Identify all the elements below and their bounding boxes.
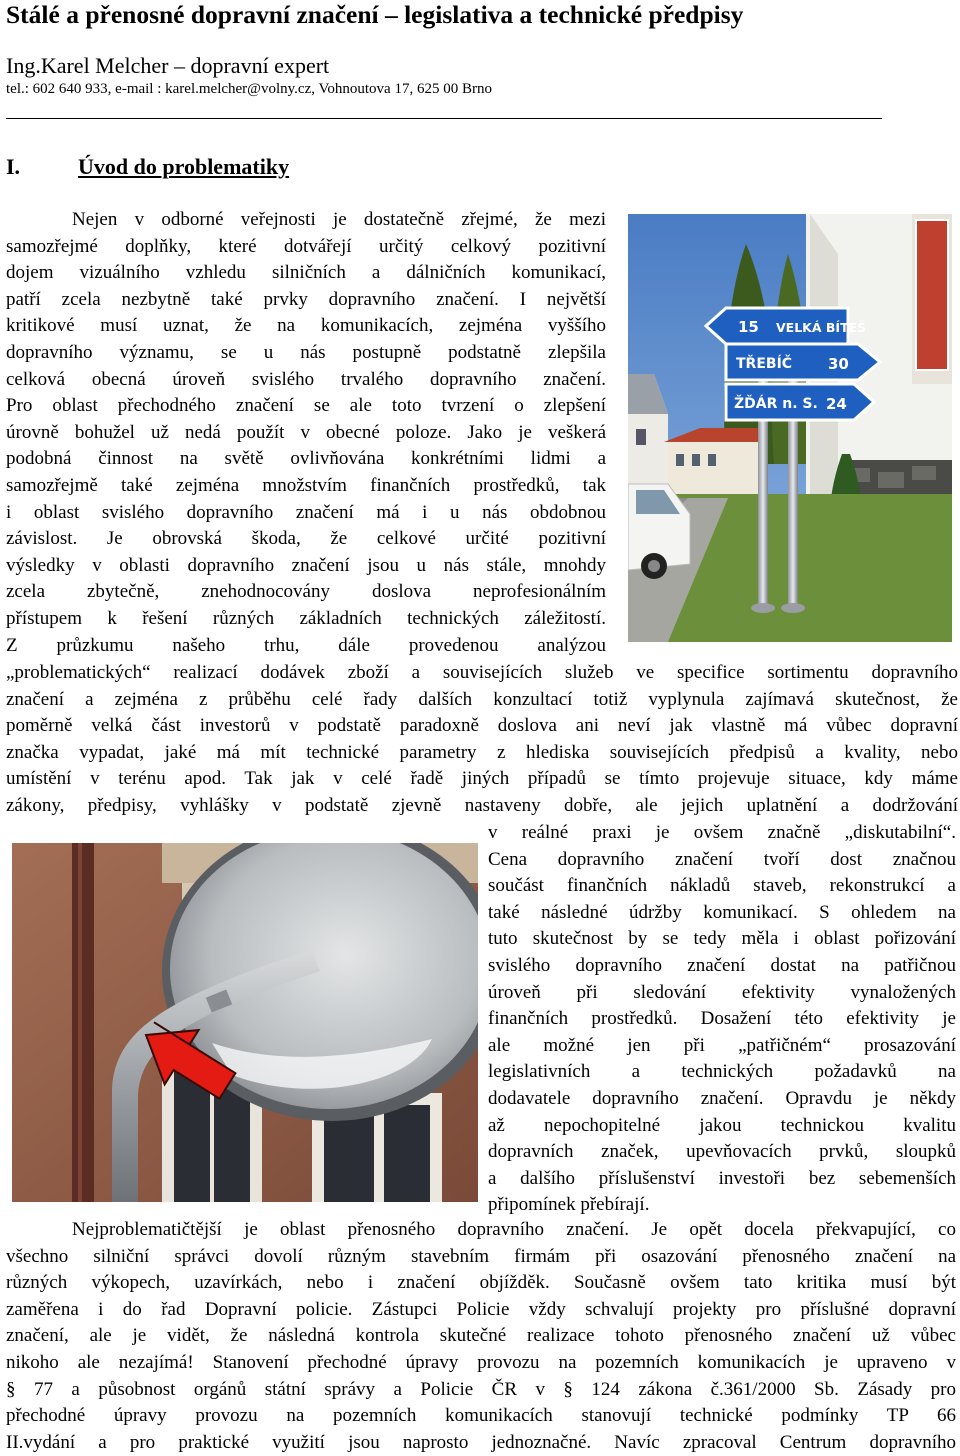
text-line: součást finančních nákladů staveb, rekonstrukcí a [488,875,956,897]
sign-zdar-place: ŽĎÁR n. S. [734,396,818,412]
text-line: samozřejmé doplňky, které dotvářejí určitý celkový pozitivní [6,235,606,257]
text-line: zákony, předpisy, vyhlášky v podstatě zjevně nastaveny dobře, ale jejich uplatnění a dodržování [6,794,958,816]
text-line: i oblast svislého dopravního značení má i u nás obdobnou [6,501,606,523]
paragraph-intro-continued [6,660,958,820]
text-line: nikoho ale nezajímá! Stanovení přechodné úpravy provozu na pozemních komunikacích je upraveno v [6,1351,956,1373]
text-line: svislého dopravního značení dostat na patřičnou [488,954,956,976]
text-line: Nejen v odborné veřejnosti je dostatečně zřejmé, že mezi [72,209,606,230]
text-line: celková obecná úroveň svislého trvalého dopravního značení. [6,368,606,390]
text-line: II.vydání a pro praktické využití jsou naprosto jednoznačné. Navíc zpracoval Centrum dopravního [6,1431,956,1453]
text-line: patří zcela nezbytně také prvky dopravního značení. I největší [6,288,606,310]
text-line: zaměřena i do řad Dopravní policie. Zástupci Policie vždy schvalují projekty pro příslušné dopravní [6,1298,956,1320]
sign-velka-bites-place: VELKÁ BÍTEŠ [776,320,867,335]
section-number: I. [6,154,21,179]
text-line: dodavatele dopravního značení. Opravdu je někdy [488,1087,956,1109]
text-line: dopravních značek, upevňovacích prvků, sloupků [488,1141,956,1163]
text-line: v reálné praxi je ovšem značně „diskutabilní“. [488,822,956,843]
text-line: až nepochopitelné jakou technickou kvalitu [488,1114,956,1136]
text-line: všechno silniční správci dovolí různým stavebním firmám při osazování přenosného značení na [6,1245,956,1267]
text-line: připomínek přebírají. [488,1194,650,1216]
photo-traffic-mirror [12,843,478,1202]
text-line: ale možné jen při „patřičném“ prosazování [488,1034,956,1056]
text-line: Cena dopravního značení tvoří dost značnou [488,848,956,870]
sign-trebic-number: 30 [828,355,849,373]
sign-trebic-place: TŘEBÍČ [736,356,793,372]
text-line: legislativních a technických požadavků na [488,1061,956,1083]
text-line: výsledky v oblasti dopravního značení jsou u nás stále, mnohdy [6,554,606,576]
text-line: § 77 a působnost orgánů státní správy a Policie ČR v § 124 zákona č.361/2000 Sb. Zásady pro [6,1378,956,1400]
section-title: Úvod do problematiky [78,154,290,179]
text-line: „problematických“ realizací dodávek zboží a souvisejících služeb ve specifice sortimentu dopravního [6,662,958,683]
text-line: úrovně bohužel už nedá použít v obecné poloze. Jako je veškerá [6,421,606,443]
text-line: značka vypadat, jaké má mít technické parametry z hlediska souvisejících předpisů a kvality, nebo [6,741,958,763]
paragraph-intro [6,207,606,659]
text-line: značení a zejména z průběhu celé řady dalších konzultací totiž vyplynula zajímavá skutečnost, že [6,688,958,710]
text-line: a dalšího příslušenství investoři bez sebemenších [488,1167,956,1189]
text-line: dojem vizuálního vzhledu silničních a dálničních komunikací, [6,262,606,284]
text-line: Nejproblematičtější je oblast přenosného dopravního značení. Je opět docela překvapující, co [72,1219,956,1240]
text-line: finančních prostředků. Dosažení této efektivity je [488,1008,956,1030]
text-line: poměrně velká část investorů v podstatě paradoxně doslova ani neví jak vlastně má vůbec dopravní [6,715,958,737]
sign-zdar-number: 24 [826,395,847,413]
paragraph-portable-signage [6,1217,956,1456]
text-line: dopravního významu, se u nás postupně podstatně zlepšila [6,341,606,363]
contact-line: tel.: 602 640 933, e-mail : karel.melcher@volny.cz, Vohnoutova 17, 625 00 Brno [6,81,492,97]
text-line: zcela zbytečně, znehodnocovány doslova neprofesionálním [6,581,606,603]
text-line: také následné údržby komunikací. S ohledem na [488,901,956,923]
text-line: úroveň při sledování efektivity vynaložených [488,981,956,1003]
text-line: přístupem k řešení různých základních technických záležitostí. [6,607,606,629]
text-line: Pro oblast přechodného značení se ale toto tvrzení o zlepšení [6,395,606,417]
direction-signs-illustration [628,214,952,642]
header-divider [6,118,882,119]
traffic-mirror-illustration [12,843,478,1202]
text-line: kritikové musí uznat, že na komunikacích, zejména vyššího [6,315,606,337]
text-line: závislost. Je obrovská škoda, že celkové určité pozitivní [6,528,606,550]
paragraph-costs [488,820,956,1219]
text-line: Z průzkumu našeho trhu, dále provedenou analýzou [6,634,606,656]
sign-velka-bites-number: 15 [738,318,759,336]
text-line: značení, ale je vidět, že následná kontrola skutečné realizace tohoto přenosného značení už vůbec [6,1325,956,1347]
text-line: samozřejmě také zejména množstvím finančních prostředků, tak [6,474,606,496]
text-line: tuto skutečnost by se tedy měla i oblast pořizování [488,928,956,950]
text-line: různých výkopech, uzavírkách, nebo i značení objížděk. Současně ovšem tato kritika musí být [6,1272,956,1294]
text-line: umístění v terénu apod. Tak jak v celé řadě jiných případů se tímto projevuje situace, kdy máme [6,768,958,790]
document-title: Stálé a přenosné dopravní značení – legislativa a technické předpisy [6,0,744,29]
author-line: Ing.Karel Melcher – dopravní expert [6,53,330,78]
text-line: podobná činnost na světě ovlivňována konkrétními lidmi a [6,448,606,470]
photo-direction-signs [628,214,952,642]
text-line: přechodné úpravy provozu na pozemních komunikacích stanovují technické podmínky TP 66 [6,1405,956,1427]
